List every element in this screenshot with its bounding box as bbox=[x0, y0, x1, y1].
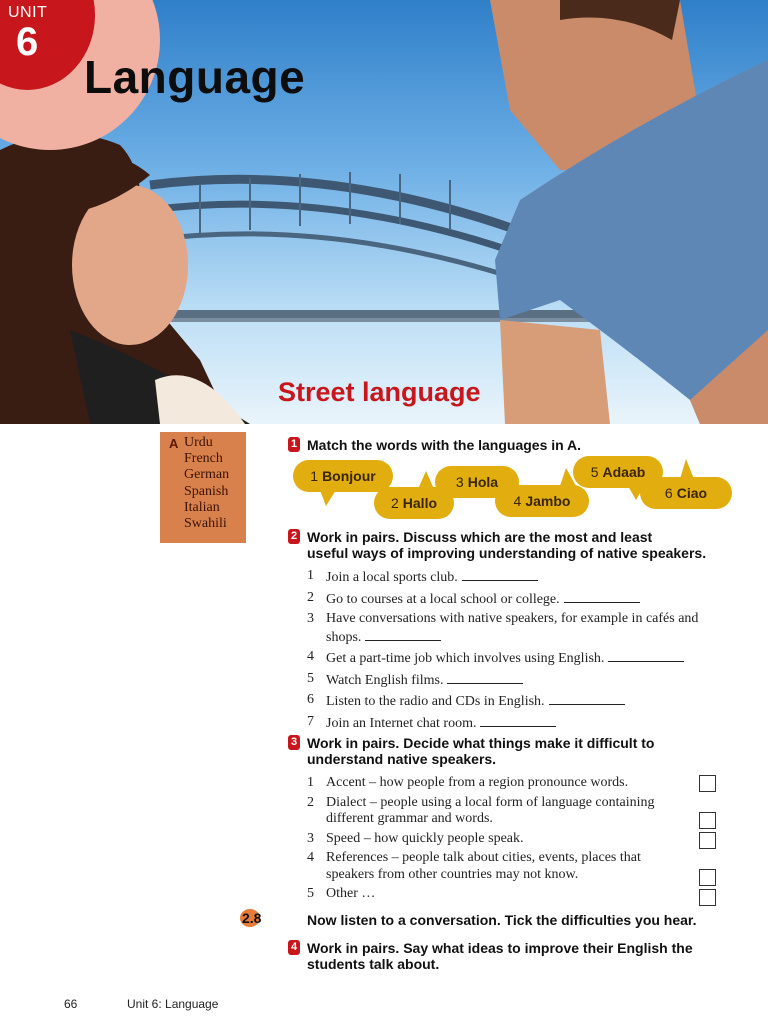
item-number: 5 bbox=[307, 670, 314, 686]
exercise-2-list bbox=[307, 568, 727, 732]
unit-label: UNIT bbox=[8, 4, 48, 21]
exercise-2-badge: 2 bbox=[288, 529, 300, 544]
item-text: Listen to the radio and CDs in English. bbox=[326, 694, 545, 709]
item-text: Dialect – people using a local form of language containing bbox=[326, 794, 655, 810]
item-number: 1 bbox=[307, 775, 314, 790]
instruction-line: understand native speakers. bbox=[307, 751, 497, 767]
item-number: 3 bbox=[307, 611, 314, 626]
item-number: 2 bbox=[307, 794, 314, 810]
item-number: 7 bbox=[307, 713, 314, 729]
list-item bbox=[307, 611, 727, 646]
item-text: Speed – how quickly people speak. bbox=[326, 830, 524, 846]
item-text: Have conversations with native speakers, for example in cafés and bbox=[326, 611, 699, 626]
listen-instruction: Now listen to a conversation. Tick the difficulties you hear. bbox=[307, 912, 697, 928]
unit-number: 6 bbox=[16, 20, 39, 64]
language-item: German bbox=[184, 467, 230, 483]
item-number: 2 bbox=[307, 589, 314, 605]
answer-blank[interactable] bbox=[365, 628, 441, 641]
item-text: speakers from other countries may not know. bbox=[326, 866, 579, 882]
language-item: French bbox=[184, 451, 223, 467]
instruction-line: Work in pairs. Say what ideas to improve their English the bbox=[307, 940, 693, 956]
exercise-1-instruction: Match the words with the languages in A. bbox=[307, 437, 582, 453]
audio-track-number: 2.8 bbox=[242, 910, 262, 926]
bubble-word: Bonjour bbox=[322, 468, 376, 484]
bubble-word: Ciao bbox=[676, 485, 708, 501]
answer-blank[interactable] bbox=[549, 692, 625, 705]
bubble-number: 6 bbox=[664, 485, 673, 501]
exercise-1-badge: 1 bbox=[288, 437, 300, 452]
bubble-tail bbox=[680, 459, 694, 479]
instruction-line: Work in pairs. Discuss which are the most and least bbox=[307, 529, 653, 545]
item-text: Join an Internet chat room. bbox=[326, 715, 477, 731]
item-number: 5 bbox=[307, 886, 314, 901]
bubble-number: 3 bbox=[455, 474, 464, 490]
tick-box[interactable] bbox=[699, 889, 716, 906]
item-text: Other … bbox=[326, 886, 376, 901]
instruction-line: students talk about. bbox=[307, 956, 440, 972]
item-number: 3 bbox=[307, 830, 314, 846]
tick-box[interactable] bbox=[699, 869, 716, 886]
item-text: Accent – how people from a region pronounce words. bbox=[326, 775, 629, 790]
bubble-number: 4 bbox=[513, 493, 522, 509]
answer-blank[interactable] bbox=[480, 714, 556, 727]
speech-bubble-4 bbox=[495, 485, 589, 517]
item-text: Watch English films. bbox=[326, 672, 444, 688]
item-text: shops. bbox=[326, 629, 362, 645]
bubble-number: 2 bbox=[390, 495, 399, 511]
item-number: 1 bbox=[307, 568, 314, 583]
languages-box bbox=[160, 432, 246, 543]
tick-box[interactable] bbox=[699, 775, 716, 792]
box-letter: A bbox=[169, 436, 179, 451]
item-number: 4 bbox=[307, 649, 314, 664]
list-item bbox=[307, 775, 687, 792]
instruction-line: useful ways of improving understanding of native speakers. bbox=[307, 545, 707, 561]
list-item bbox=[307, 831, 687, 848]
answer-blank[interactable] bbox=[608, 649, 684, 662]
bubble-word: Hola bbox=[467, 474, 499, 490]
hero-photo bbox=[0, 0, 768, 424]
exercise-2-instruction bbox=[307, 529, 706, 561]
item-text: References – people talk about cities, events, places that bbox=[326, 850, 641, 865]
bubble-number: 5 bbox=[590, 464, 599, 480]
bubble-word: Jambo bbox=[525, 493, 571, 509]
exercise-4-badge: 4 bbox=[288, 940, 300, 955]
item-text: Go to courses at a local school or college. bbox=[326, 591, 560, 607]
bubble-word: Hallo bbox=[402, 495, 438, 511]
language-item: Urdu bbox=[184, 435, 213, 450]
bubble-word: Adaab bbox=[602, 464, 646, 480]
item-number: 4 bbox=[307, 850, 314, 865]
list-item bbox=[307, 671, 727, 690]
tick-box[interactable] bbox=[699, 832, 716, 849]
list-item bbox=[307, 649, 727, 668]
list-item bbox=[307, 714, 727, 733]
bubble-tail bbox=[418, 471, 434, 489]
language-item: Swahili bbox=[184, 516, 227, 532]
tick-box[interactable] bbox=[699, 812, 716, 829]
bubble-number: 1 bbox=[310, 468, 319, 484]
item-text: Join a local sports club. bbox=[326, 570, 458, 585]
page-title: Language bbox=[84, 51, 306, 103]
answer-blank[interactable] bbox=[462, 568, 538, 581]
instruction-line: Work in pairs. Decide what things make it difficult to bbox=[307, 735, 655, 751]
language-item: Italian bbox=[184, 499, 220, 515]
list-item bbox=[307, 795, 687, 828]
section-title: Street language bbox=[278, 377, 481, 407]
list-item bbox=[307, 692, 727, 711]
answer-blank[interactable] bbox=[447, 671, 523, 684]
bubble-tail bbox=[320, 490, 336, 506]
list-item bbox=[307, 850, 687, 883]
languages-list bbox=[184, 435, 229, 532]
speech-bubble-1 bbox=[293, 460, 393, 492]
language-item: Spanish bbox=[184, 483, 229, 499]
list-item bbox=[307, 590, 727, 609]
item-number: 6 bbox=[307, 692, 314, 707]
footer-unit-title: Unit 6: Language bbox=[127, 997, 219, 1011]
item-text: different grammar and words. bbox=[326, 811, 493, 826]
exercise-3-instruction bbox=[307, 735, 654, 767]
item-text: Get a part-time job which involves using English. bbox=[326, 651, 605, 666]
list-item bbox=[307, 886, 687, 903]
exercise-3-badge: 3 bbox=[288, 735, 300, 750]
speech-bubble-6 bbox=[640, 477, 732, 509]
exercise-4-instruction bbox=[307, 940, 693, 972]
list-item bbox=[307, 568, 727, 587]
exercise-3-list bbox=[307, 775, 687, 903]
answer-blank[interactable] bbox=[564, 590, 640, 603]
page-number: 66 bbox=[64, 997, 78, 1011]
